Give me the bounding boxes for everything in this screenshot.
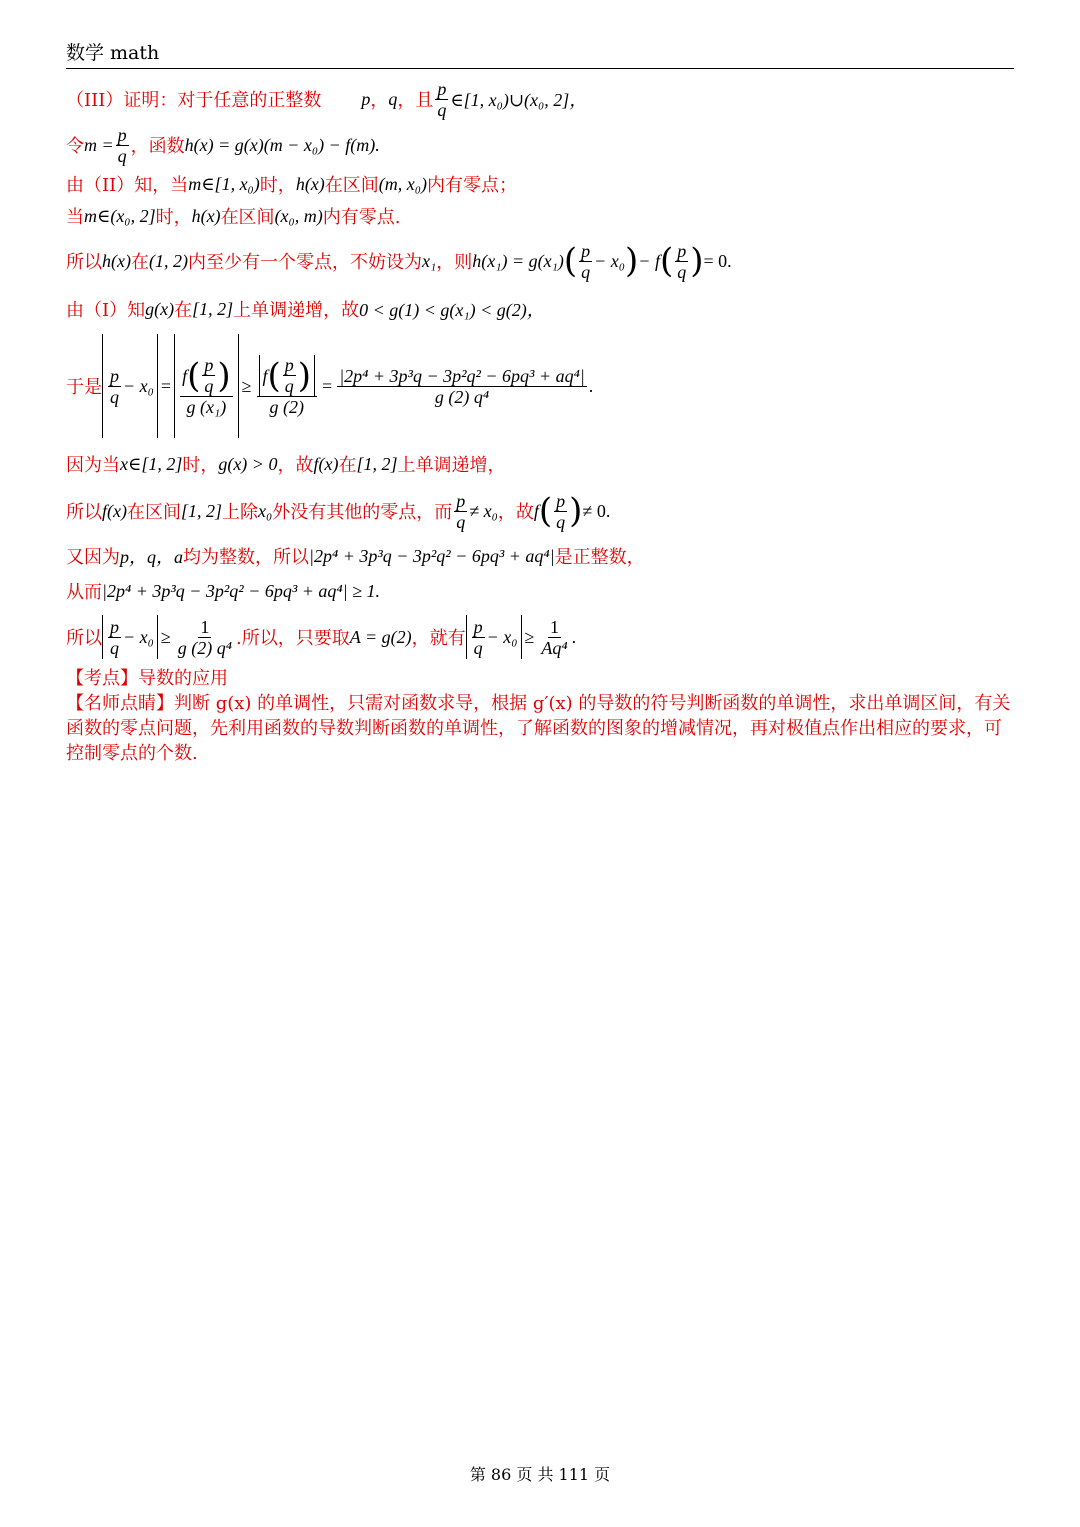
text: （III）证明：对于任意的正整数 (66, 90, 322, 111)
line-10: 又因为 p，q，a 均为整数，所以 |2p⁴ + 3p³q − 3p²q² − 6pq³ + aq⁴| 是正整数， (66, 545, 645, 568)
line-11: 从而 |2p⁴ + 3p³q − 3p²q² − 6pq³ + aq⁴| ≥ 1. (66, 580, 380, 603)
line-7: 于是 $\frac{p}{q}$ − x₀ = f ( $\frac{p}{q}$ ) g (x₁) ≥ f ( $\frac{p}{q}$ ) g (2) = $\frac{\text{|2p⁴ + 3p³q − 3p²q² − 6pq³ + aq⁴|}}{\text{g (2) q⁴}}$ . (66, 328, 1016, 444)
text: ，函数 (130, 136, 185, 157)
fraction-p-over-q: $\frac{p}{q}$ (437, 78, 447, 120)
text: 令 (66, 136, 84, 157)
fraction-p-over-q: $\frac{p}{q}$ (117, 124, 127, 166)
kaodian: 【考点】导数的应用 (66, 668, 228, 689)
math-h-def: h(x) = g(x)(m − x₀) − f(m). (184, 134, 380, 155)
text: ，且 (397, 90, 434, 111)
line-1: （III）证明：对于任意的正整数 p ， q ，且 $\frac{p}{q}$ ∈[1, x₀)∪(x₀, 2]， (66, 78, 588, 120)
dianjing: 【名师点睛】判断 g(x) 的单调性，只需对函数求导，根据 g′(x) 的导数的符号判断函数的单调性，求出单调区间，有关函数的零点问题，先利用函数的导数判断函数的单调性，了解函数的图象的增减情况，再对极值点作出相应的要求，可控制零点的个数. (66, 693, 1011, 764)
line-12: 所以 $\frac{p}{q}$ − x₀ ≥ $\frac{1}{\text{g (2) q⁴}}$ .所以，只要取 A = g(2) ，就有 $\frac{p}{q}$ − x₀ ≥ $\frac{1}{\text{Aq⁴}}$ . (66, 616, 577, 658)
line-5: 所以 h(x) 在 (1, 2) 内至少有一个零点，不妨设为 x₁ ，则 h(x₁) = g(x₁) ( $\frac{p}{q}$ − x₀ ) − f ( $\frac{p}{q}$ ) = 0. (66, 240, 732, 282)
math-set: ∈[1, x₀)∪(x₀, 2]， (450, 90, 588, 110)
solution-content (66, 76, 1016, 766)
line-3: 由（II）知，当 m∈[1, x₀) 时， h(x) 在区间 (m, x₀) 内有零点； (66, 173, 518, 196)
line-9: 所以 f(x) 在区间 [1, 2] 上除 x₀ 外没有其他的零点，而 $\frac{p}{q}$ ≠ x₀ ，故 f ( $\frac{p}{q}$ ) ≠ 0. (66, 490, 611, 532)
page-footer: 第 86 页 共 111 页 (469, 1465, 611, 1484)
line-2 (66, 122, 1016, 168)
math-m: m = (84, 134, 114, 155)
line-6: 由（I）知 g(x) 在 [1, 2] 上单调递增，故 0 < g(1) < g(x₁) < g(2)， (66, 298, 545, 321)
line-4: 当 m∈(x₀, 2] 时， h(x) 在区间 (x₀, m) 内有零点. (66, 205, 401, 228)
page-header (66, 40, 1014, 69)
abs-fraction-1: f ( $\frac{p}{q}$ ) g (x₁) (174, 334, 239, 438)
math-p: p (361, 88, 371, 109)
math-q: q (388, 88, 398, 109)
header-title: 数学 math (66, 42, 160, 64)
line-8: 因为当 x∈[1, 2] 时， g(x) > 0 ，故 f(x) 在 [1, 2] 上单调递增， (66, 453, 506, 476)
abs-p-over-q-minus-x0: $\frac{p}{q}$ − x₀ (102, 334, 158, 438)
